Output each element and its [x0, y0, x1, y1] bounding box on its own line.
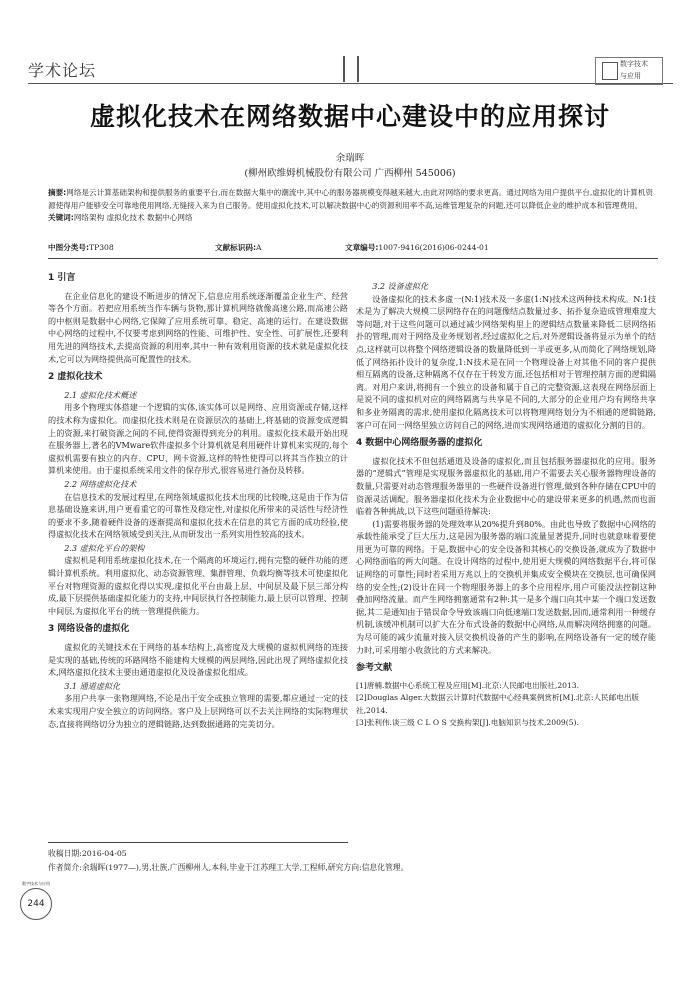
author-bio: 作者简介:余瑞晖(1977—),男,壮族,广西柳州人,本科,毕业于江苏理工大学,工程师,研究方向:信息化管理。 [48, 863, 409, 872]
page-number: 244 [27, 899, 45, 909]
header-rule [28, 83, 673, 84]
paragraph: 设备虚拟化的技术多虚一(N:1)技术及一多虚(1:N)技术这两种技术构成。N:1技术是为了解决大规模二层网络存在的问题像结点数量过多、拓扑复杂造成管理难度大等问题,对于这些问题可以通过减少网络架构里上的逻辑结点数量来降低二层网络拓扑的管理,而对于网络及业务规划者,经过虚拟化之后,对外逻辑设备将显示为单个的结点,这样就可以将整个网络逻辑设备的数量降低到一半或更多,从而简化了网络规划,降低了网络拓扑设计的复杂度,1:N技术是在同一个物理设备上对其他不同的客户提供相互隔离的设备,这种隔离不仅存在于转发方面,还包括相对于管理控制方面的逻辑隔离。对用户来讲,将拥有一个独立的设备和属于自己的完整资源,这表现在网络层面上是说不同的虚拟机对应的网络隔离与共享是不同的,大部分的企业用户均有网络共享和多业务隔离的需求,使用虚拟化隔离技术可以将物理网络划分为不相通的逻辑链路,客户可在同一网络里独立访问自己的网络,进而实现网络通道的虚拟化分割的目的。 [356, 293, 656, 430]
abstract-rule [48, 258, 658, 259]
subheading: 2.3 虚拟化平台的架构 [64, 542, 145, 553]
paragraph: 虚拟机是利用系统虚拟化技术,在一个隔离的环境运行,拥有完整的硬件功能的逻辑计算机系统。利用虚拟化、动态资源管理、集群管理、负载均衡等技术可使虚拟化平台对物理资源的虚拟化得以实现,虚拟化平台由最上层、中间层及最下层三部分构成,最下层提供基础虚拟化能力的支持,中间层执行各控制能力,最上层可以管理、控制中间层,为虚拟化平台的统一管理提供能力。 [48, 555, 348, 616]
keywords-label: 关键词: [48, 213, 74, 222]
reference-item: [3]张利伟.谈三级 C L O S 交换构架[J].电脑知识与技术,2009(5). [356, 718, 579, 728]
abstract-block [48, 187, 658, 225]
badge-text: 数字技术与应用 [22, 881, 50, 886]
author-affiliation: (柳州欧维姆机械股份有限公司 广西柳州 545006) [244, 168, 456, 179]
subheading: 3.2 设备虚拟化 [372, 281, 429, 291]
heading-network-devices: 3 网络设备的虚拟化 [48, 624, 130, 635]
paragraph: 虚拟化的关键技术在于网络的基本结构上,高密度及大规模的虚拟机网络的连接是实现的基础,传统的环路网络不能建构大规模的两层网络,因此出现了网络虚拟化技术,网络虚拟化技术主要由通道虚拟化及设备虚拟化组成。 [48, 642, 348, 678]
subheading: 2.2 网络虚拟化技术 [64, 478, 137, 489]
page-number-badge [20, 881, 52, 920]
article-title: 虚拟化技术在网络数据中心建设中的应用探讨 [89, 102, 610, 131]
left-column [48, 266, 348, 730]
paragraph: 在信息技术的发展过程里,在网络领域虚拟化技术出现的比较晚,这是由于作为信息基础设施来讲,用户更看重它的可靠性及稳定性,对虚拟化所带来的灵活性与经济性的要求不多,随着硬件设备的逐渐提高和虚拟化技术在信息的其它方面的成功经验,使得虚拟化技术在网络领域受到关注,从而研发出一系列实用性较高的技术。 [48, 491, 348, 540]
reference-item: [2]Douglas Alger.大数据云计算时代数据中心经典案例赏析[M].北京:人民邮电出版社,2014. [356, 693, 640, 715]
paragraph: 用多个物理实体搭建一个逻辑的实体,该实体可以是网络、应用资源或存储,这样的技术称为虚拟化。而虚拟化技术则是在资源层次的基础上,将基础的资源变成逻辑上的资源,来打破资源之间的不同,使得资源得到充分的利用。虚拟化技术最开始出现在服务器上,著名的VMware软件虚拟多个计算机就是利用硬件计算机来实现的,每个虚拟机需要有独立的内存、CPU、网卡资源,这样的特性使得可以将其当作独立的计算机来使用。由于虚拟系统采用文件的保存形式,很容易进行备份及转移。 [48, 402, 348, 476]
keywords-text: 网络架构 虚拟化技术 数据中心网络 [73, 213, 193, 222]
article-number: 文章编号:1007-9416(2016)06-0244-01 [345, 243, 489, 252]
header-divider [343, 56, 345, 82]
right-column [356, 279, 656, 730]
paragraph: 在企业信息化的建设不断进步的情况下,信息应用系统逐渐覆盖企业生产、经营等各个方面。若把应用系统当作车辆与货物,那计算机网络就像高速公路,而高速公路的中枢则是数据中心网络,它保障了应用系统可靠、稳定、高速的运行。在建设数据中心网络的过程中,不仅要考虑到网络的性能、可维护性、安全性、可扩展性,还要利用先进的网络技术,去提高资源的利用率,其中一种有效利用资源的技术就是虚拟化技术,它可以为网络提供高可配置性的技术。 [48, 290, 348, 364]
abstract-text: 网络是云计算基础架构和提供服务的重要平台,而在数据大集中的潮流中,其中心的服务器规模变得越来越大,由此对网络的要求更高。通过网络为用户提供平台,虚拟化的计算机资源使得用户能够安全可靠地使用网络,无缝接入来为自己服务。使用虚拟化技术,可以解决数据中心的资源利用率不高,运维管理复杂的问题,还可以降低企业的维护成本和管理费用。 [48, 188, 654, 210]
heading-servers: 4 数据中心网络服务器的虚拟化 [356, 438, 483, 449]
footnote-rule [48, 842, 348, 843]
subheading: 3.1 通道虚拟化 [64, 680, 121, 691]
reference-item: [1]唐楠.数据中心系统工程及应用[M].北京:人民邮电出版社,2013. [356, 680, 580, 690]
logo-line2: 与应用 [620, 72, 641, 80]
subheading: 2.1 虚拟化技术概述 [64, 389, 137, 400]
abstract-label: 摘要: [48, 188, 67, 197]
logo-line1: 数字技术 [620, 60, 648, 68]
journal-logo [595, 57, 663, 85]
paragraph: 虚拟化技术不但包括通道及设备的虚拟化,而且包括服务器虚拟化的应用。服务器的“逻辑式”管理是实现服务器虚拟化的基础,用户不需要去关心服务器物理设备的数量,只需要对动态管理服务器里的一些硬件设备进行管理,做到各种存储在CPU中的资源灵活调配。服务器虚拟化技术为企业数据中心的建设带来更多的机遇,然而也面临着各种挑战,以下这些问题亟待解决: [356, 455, 656, 517]
received-date: 收稿日期:2016-04-05 [48, 849, 127, 858]
header-divider [357, 56, 359, 82]
doc-code: 文献标识码:A [215, 243, 262, 252]
page-header [0, 0, 700, 92]
heading-virtualization: 2 虚拟化技术 [48, 372, 103, 383]
paragraph: 多用户共享一张物理网络,不论是出于安全或独立管理的需要,都应通过一定的技术来实现用户安全独立的访问网络。客户及上层网络可以不去关注网络的实际物理状态,直接将网络切分为独立的逻辑链路,达到数据通路的完美切分。 [48, 693, 348, 729]
clc-number: 中图分类号:TP308 [48, 243, 114, 252]
section-label: 学术论坛 [28, 61, 97, 80]
paragraph: (1)需要将服务器的处理效率从20%提升到80%。由此也导致了数据中心网络的承载性能承受了巨大压力,这是因为服务器的端口流量显著提升,同时也就意味着要使用更为可靠的网络。于是,数据中心的安全设备和其核心的交换设备,就成为了数据中心网络面临的两大问题。在设计网络的过程中,使用更大规模的网络数据平台,将可保证网络的可靠性;同时若采用万兆以上的交换机并集成安全模块在交换层,也可确保网络的安全性;(2)设计在同一个物理服务器上的多个应用程序,用户可能没法控制这种叠加网络流量。而产生网络拥塞通常有2种:其一是多个端口向其中某一个端口发送数据,其二是通知由于错误命令导致该端口向低速端口发送数据,因而,通常利用一种缓存机制,该缓冲机制可以扩大在分布式设备的数据中心网络,从而解决网络拥塞的问题。为尽可能的减少流量对接入层交换机设备的产生的影响,在网络设备有一定的缓存能力时,可采用缩小收敛比的方式来解决。 [356, 518, 656, 655]
references-heading: 参考文献 [356, 663, 393, 674]
author-name: 余瑞晖 [335, 153, 365, 164]
journal-mark-icon [602, 62, 618, 80]
heading-intro: 1 引言 [48, 273, 76, 283]
